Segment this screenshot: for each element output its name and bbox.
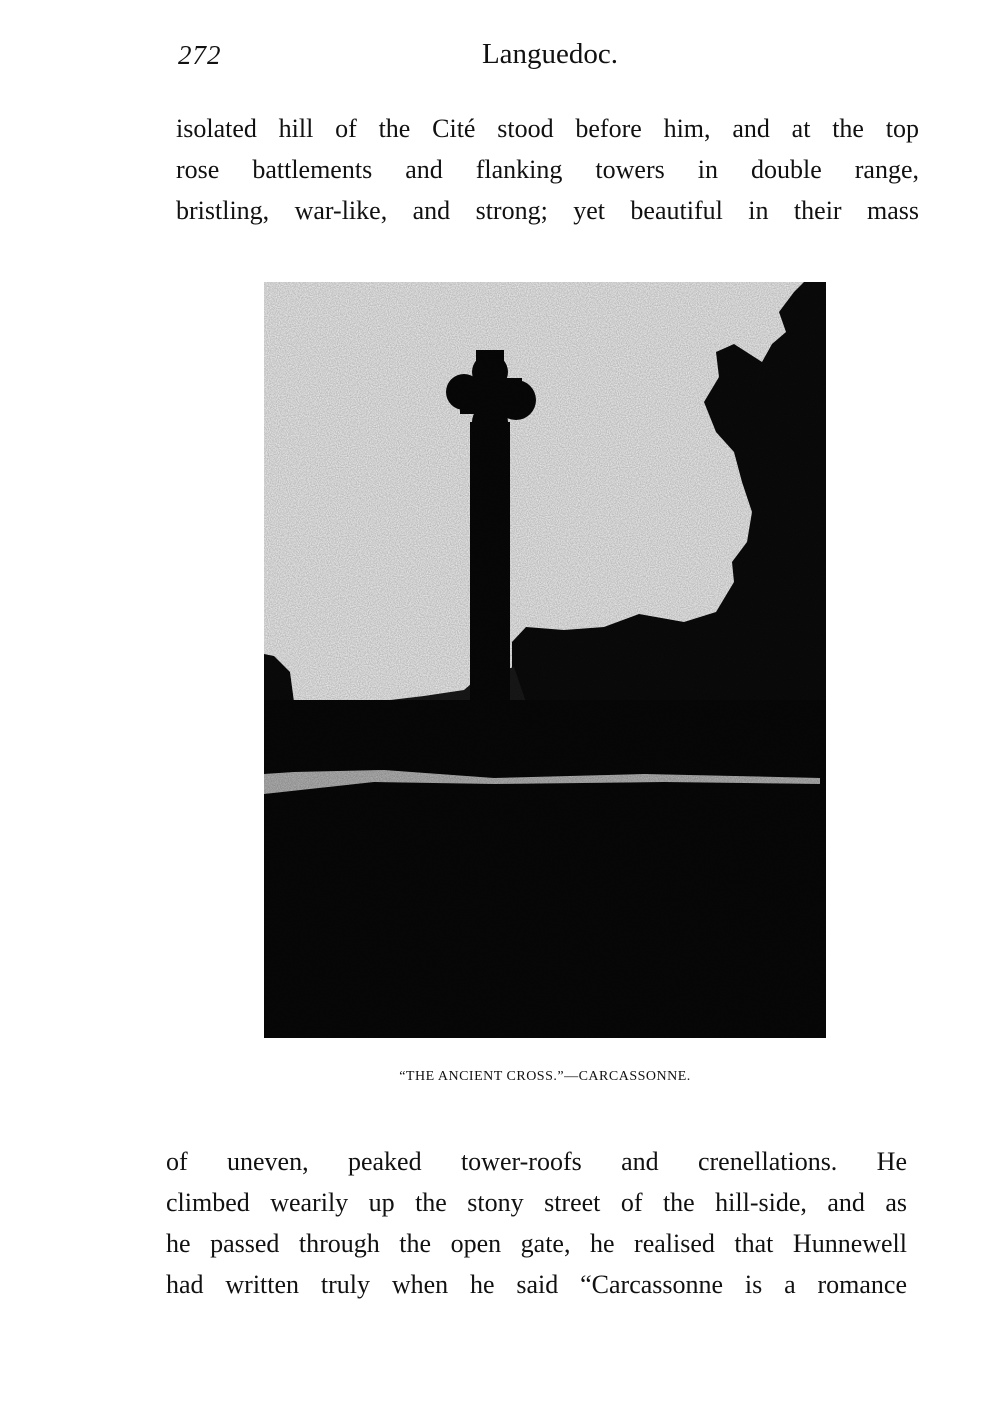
text-line: rose battlements and flanking towers in double range, xyxy=(176,155,919,184)
figure-caption: “THE ANCIENT CROSS.”—CARCASSONNE. xyxy=(399,1069,691,1084)
text-line: he passed through the open gate, he realised that Hunnewell xyxy=(166,1229,907,1258)
text-line: of uneven, peaked tower-roofs and crenellations. He xyxy=(166,1147,907,1176)
ancient-cross-photograph xyxy=(264,282,826,1038)
paragraph-before-plate xyxy=(176,108,919,231)
text-line: bristling, war-like, and strong; yet beautiful in their mass xyxy=(176,196,919,225)
text-line: climbed wearily up the stony street of the hill-side, and as xyxy=(166,1188,907,1217)
page-number: 272 xyxy=(178,40,222,70)
text-line: had written truly when he said “Carcassonne is a romance xyxy=(166,1270,907,1299)
text-line: isolated hill of the Cité stood before him, and at the top xyxy=(176,114,919,143)
paragraph-after-plate xyxy=(166,1141,907,1305)
running-title: Languedoc. xyxy=(481,38,619,70)
grain-overlay xyxy=(264,282,826,1038)
